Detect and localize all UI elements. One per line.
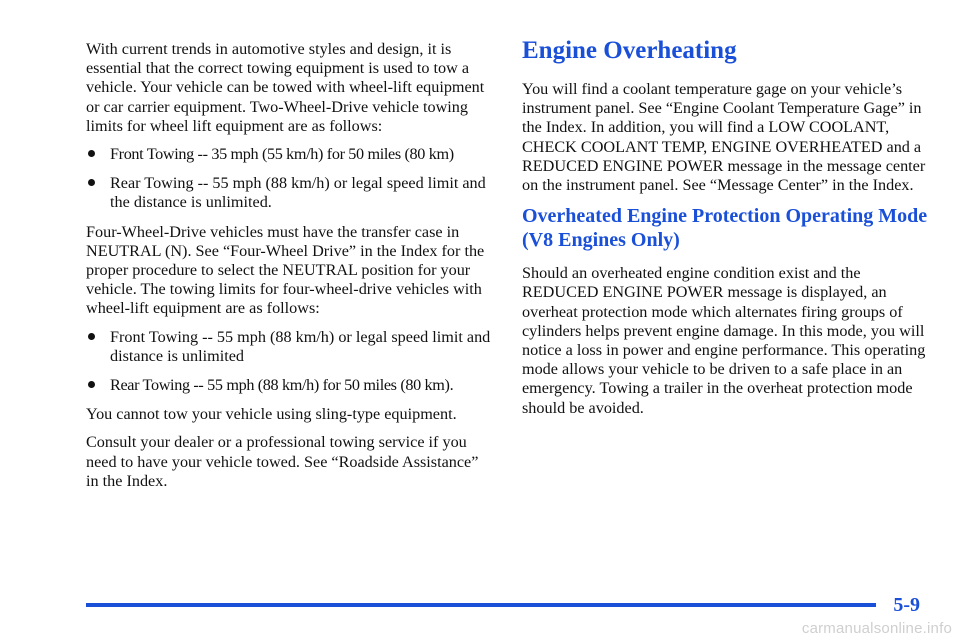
subsection-heading: Overheated Engine Protection Operating Mode (V8 Engines Only) (522, 205, 928, 252)
list-item (86, 174, 494, 212)
list-item (86, 328, 494, 366)
watermark: carmanualsonline.info (801, 620, 952, 637)
right-column (522, 37, 930, 427)
towing-intro-paragraph: With current trends in automotive styles and design, it is essential that the correct towing equipment is used to tow a vehicle. Your vehicle can be towed with wheel-lift equipment or car carrier equipment. Two-Wheel-Drive vehicle towing limits for wheel lift equipment are as follows: (86, 40, 485, 135)
list-item-text: Rear Towing -- 55 mph (88 km/h) for 50 miles (80 km). (110, 376, 454, 395)
section-heading: Engine Overheating (522, 37, 737, 64)
four-wheel-drive-paragraph: Four-Wheel-Drive vehicles must have the transfer case in NEUTRAL (N). See “Four-Wheel Drive” in the Index for the proper procedure to select the NEUTRAL position for your vehicle. The towing limits for four-wheel-drive vehicles with wheel-lift equipment are as follows: (86, 222, 485, 318)
list-item-text: Front Towing -- 35 mph (55 km/h) for 50 miles (80 km) (110, 145, 454, 164)
list-item (86, 145, 494, 164)
list-item-text: Rear Towing -- 55 mph (88 km/h) or legal speed limit and the distance is unlimited. (110, 174, 486, 212)
sling-warning-paragraph: You cannot tow your vehicle using sling-type equipment. (86, 405, 457, 424)
bullet-icon (88, 381, 95, 388)
list-item-text: Front Towing -- 55 mph (88 km/h) or legal speed limit and distance is unlimited (110, 327, 491, 365)
page-number: 5-9 (893, 594, 920, 616)
bullet-icon (88, 150, 95, 157)
protection-mode-paragraph: Should an overheated engine condition exist and the REDUCED ENGINE POWER message is displayed, an overheat protection mode which alternates firing groups of cylinders helps prevent engine damage. In this mode, you will notice a loss in power and engine performance. This operating mode allows your vehicle to be driven to a safe place in an emergency. Towing a trailer in the overheat protection mode should be avoided. (522, 264, 926, 417)
consult-dealer-paragraph: Consult your dealer or a professional towing service if you need to have your vehicle towed. See “Roadside Assistance” in the Index. (86, 433, 479, 490)
list-item (86, 376, 494, 395)
bullet-icon (88, 333, 95, 340)
footer-rule (86, 603, 876, 607)
left-column (86, 40, 494, 500)
bullet-icon (88, 179, 95, 186)
coolant-gage-paragraph: You will find a coolant temperature gage on your vehicle’s instrument panel. See “Engine Coolant Temperature Gage” in the Index. In addition, you will find a LOW COOLANT, CHECK COOLANT TEMP, ENGINE OVERHEATED and a REDUCED ENGINE POWER message in the message center on the instrument panel. See “Message Center” in the Index. (522, 80, 926, 195)
